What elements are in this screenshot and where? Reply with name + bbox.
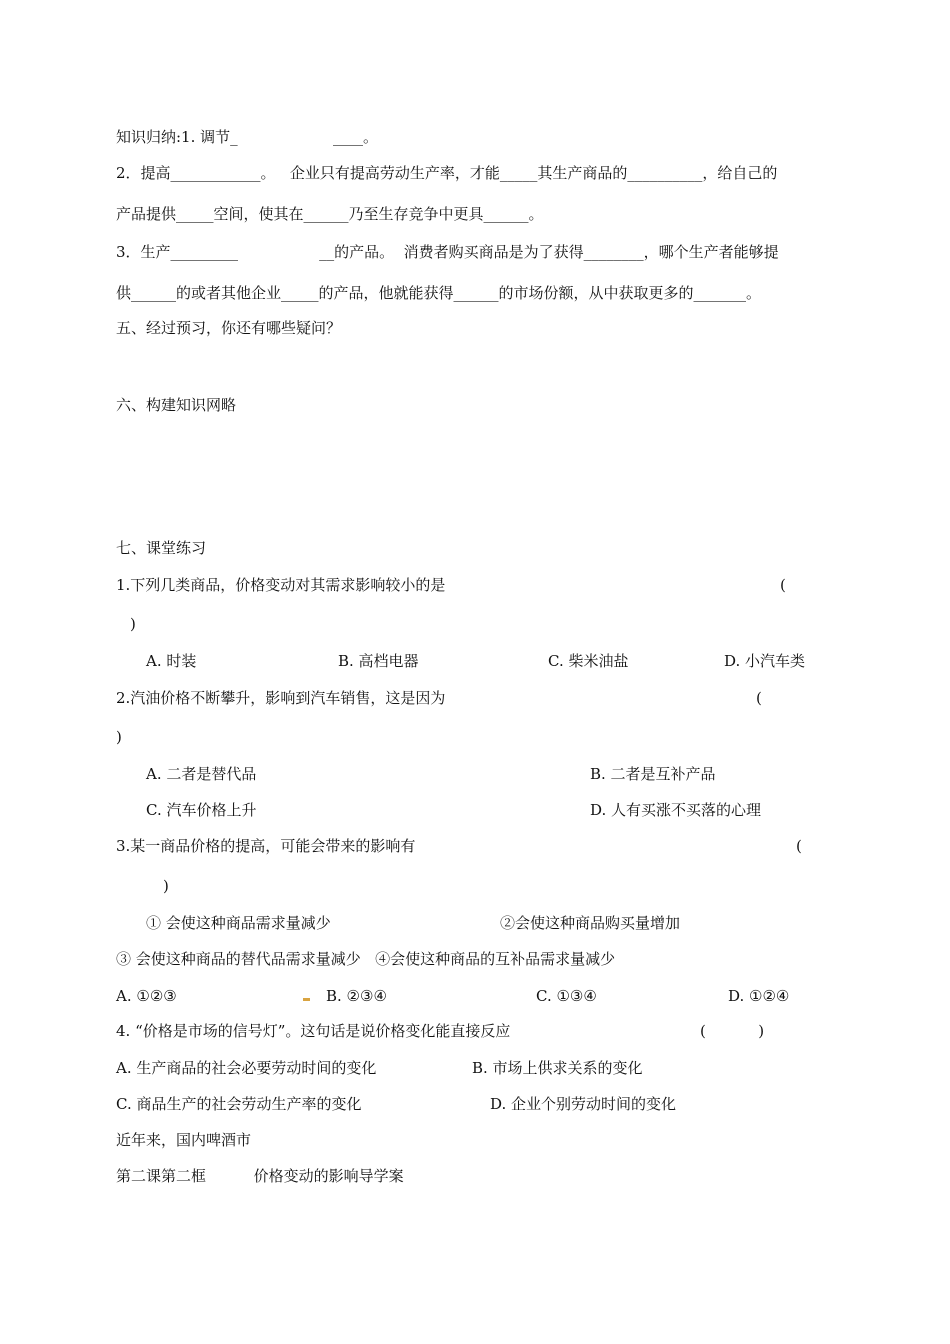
q4-option-c: C. 商品生产的社会劳动生产率的变化 xyxy=(116,1095,362,1113)
q3-paren-close: ) xyxy=(163,877,169,895)
summary-line-4: 3．生产_________ __的产品。 消费者购买商品是为了获得________，哪个生产者能够提 xyxy=(116,243,779,261)
q2-option-c: C. 汽车价格上升 xyxy=(146,801,257,819)
q2-stem: 2.汽油价格不断攀升，影响到汽车销售，这是因为 xyxy=(116,689,446,707)
q1-paren-close: ) xyxy=(130,615,136,633)
summary-line-1: 知识归纳:1. 调节_ ____。 xyxy=(116,128,378,146)
q1-stem: 1.下列几类商品，价格变动对其需求影响较小的是 xyxy=(116,576,446,594)
q2-option-d: D. 人有买涨不买落的心理 xyxy=(590,801,762,819)
summary-line-2: 2．提高____________。 企业只有提高劳动生产率，才能_____其生产商品的__________，给自己的 xyxy=(116,164,778,182)
q4-paren: ( ) xyxy=(700,1022,765,1040)
q3-option-a: A. ①②③ xyxy=(116,987,177,1005)
q3-stem: 3.某一商品价格的提高，可能会带来的影响有 xyxy=(116,837,416,855)
q1-paren-open: ( xyxy=(780,576,786,594)
q1-option-a: A. 时装 xyxy=(146,652,197,670)
highlight-mark xyxy=(303,998,310,1001)
section-7-heading: 七、课堂练习 xyxy=(116,539,207,557)
q1-option-d: D. 小汽车类 xyxy=(724,652,806,670)
summary-line-3: 产品提供_____空间，使其在______乃至生存竞争中更具______。 xyxy=(116,205,544,223)
q3-statement-1: ① 会使这种商品需求量减少 xyxy=(146,914,331,932)
trailing-text: 近年来，国内啤酒市 xyxy=(116,1131,252,1149)
q3-option-d: D. ①②④ xyxy=(728,987,790,1005)
q2-paren-open: ( xyxy=(756,689,762,707)
q2-option-a: A. 二者是替代品 xyxy=(146,765,257,783)
q3-paren-open: ( xyxy=(796,837,802,855)
q2-option-b: B. 二者是互补产品 xyxy=(590,765,716,783)
q2-paren-close: ) xyxy=(116,728,122,746)
q3-statements-3-4: ③ 会使这种商品的替代品需求量减少 ④会使这种商品的互补品需求量减少 xyxy=(116,950,616,968)
q4-option-b: B. 市场上供求关系的变化 xyxy=(472,1059,643,1077)
q4-option-d: D. 企业个别劳动时间的变化 xyxy=(490,1095,677,1113)
summary-line-5: 供______的或者其他企业_____的产品，他就能获得______的市场份额，从中获取更多的_______。 xyxy=(116,284,762,302)
q1-option-c: C. 柴米油盐 xyxy=(548,652,629,670)
q4-option-a: A. 生产商品的社会必要劳动时间的变化 xyxy=(116,1059,377,1077)
q3-option-b: B. ②③④ xyxy=(326,987,387,1005)
q1-option-b: B. 高档电器 xyxy=(338,652,419,670)
section-6-heading: 六、构建知识网略 xyxy=(116,396,237,414)
document-title: 第二课第二框 价格变动的影响导学案 xyxy=(116,1167,404,1185)
q3-option-c: C. ①③④ xyxy=(536,987,597,1005)
section-5-heading: 五、经过预习，你还有哪些疑问？ xyxy=(116,319,342,337)
q4-stem: 4. “价格是市场的信号灯”。这句话是说价格变化能直接反应 xyxy=(116,1022,511,1040)
q3-statement-2: ②会使这种商品购买量增加 xyxy=(500,914,681,932)
